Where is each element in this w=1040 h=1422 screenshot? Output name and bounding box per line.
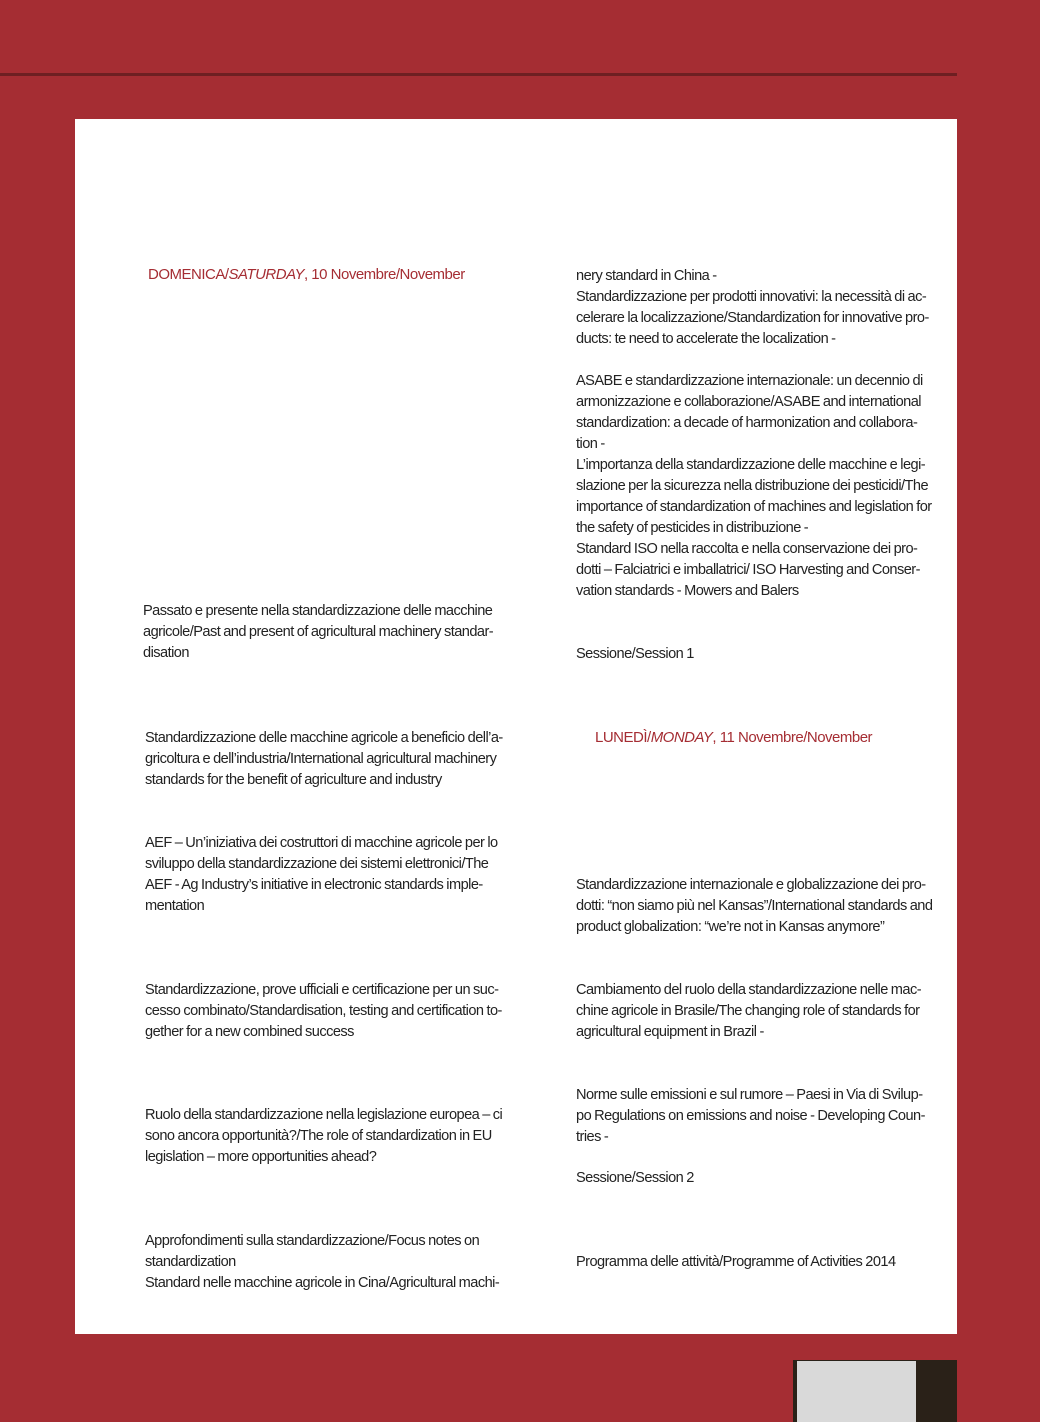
day-it: DOMENICA/ <box>148 266 229 283</box>
program-item: Standardizzazione internazionale e globalizzazione dei pro- dotti: “non siamo più nel Kansas”/International standards and product globalization: “we’re not in Kansas anymore” <box>576 877 933 935</box>
day-en: SATURDAY <box>228 266 304 283</box>
day-date: , 10 Novembre/November <box>303 266 465 283</box>
program-item: Cambiamento del ruolo della standardizzazione nelle mac- chine agricole in Brasile/The changing role of standards for agricultural equipment in Brazil - <box>576 982 922 1040</box>
program-item: Standardizzazione, prove ufficiali e certificazione per un suc- cesso combinato/Standardisation, testing and certification to- gether for a new combined success <box>145 982 502 1040</box>
program-item: Norme sulle emissioni e sul rumore – Paesi in Via di Svilup- po Regulations on emissions and noise - Developing Coun- tries - <box>576 1087 925 1145</box>
day-it: LUNEDÌ/ <box>595 729 651 746</box>
program-title: Programma delle attività/Programme of Activities 2014 <box>576 1254 896 1270</box>
program-item: Standardizzazione delle macchine agricole a beneficio dell’a- gricoltura e dell’industria/International agricultural machinery standards for the benefit of agriculture and industry <box>145 730 503 788</box>
session-label: Sessione/Session 2 <box>576 1170 694 1186</box>
program-item: AEF – Un’iniziativa dei costruttori di macchine agricole per lo sviluppo della standardizzazione dei sistemi elettronici/The AEF - Ag Industry’s initiative in electronic standards imple- mentation <box>145 835 498 914</box>
day-en: MONDAY <box>650 729 713 746</box>
program-item: Passato e presente nella standardizzazione delle macchine agricole/Past and present of agricultural machinery standar- disation <box>143 603 494 661</box>
session-label: Sessione/Session 1 <box>576 646 694 662</box>
day-heading-sunday <box>148 266 465 283</box>
program-item: Ruolo della standardizzazione nella legislazione europea – ci sono ancora opportunità?/The role of standardization in EU legislation – more opportunities ahead? <box>145 1107 503 1165</box>
program-item: Approfondimenti sulla standardizzazione/Focus notes on standardization Standard nelle macchine agricole in Cina/Agricultural machi- <box>145 1233 500 1291</box>
day-heading-monday <box>595 729 872 746</box>
corner-decoration-light <box>797 1361 916 1422</box>
top-rule <box>0 73 957 76</box>
program-item: nery standard in China - Standardizzazione per prodotti innovativi: la necessità di ac- celerare la localizzazione/Standardization for innovative pro- ducts: te need to accelerate the localization - <box>576 268 929 347</box>
program-item: ASABE e standardizzazione internazionale: un decennio di armonizzazione e collaborazione/ASABE and international standardization: a decade of harmonization and collabora- tion - L’importanza della standardizzazione delle macchine e legi- slazione per la sicurezza nella distribuzione dei pesticidi/The importance of standardization of machines and legislation for the safety of pesticides in distribuzione - Standard ISO nella raccolta e nella conservazione dei pro- dotti – Falciatrici e imballatrici/ ISO Harvesting and Conser- vation standards - Mowers and Balers <box>576 373 932 599</box>
day-date: , 11 Novembre/November <box>712 729 873 746</box>
